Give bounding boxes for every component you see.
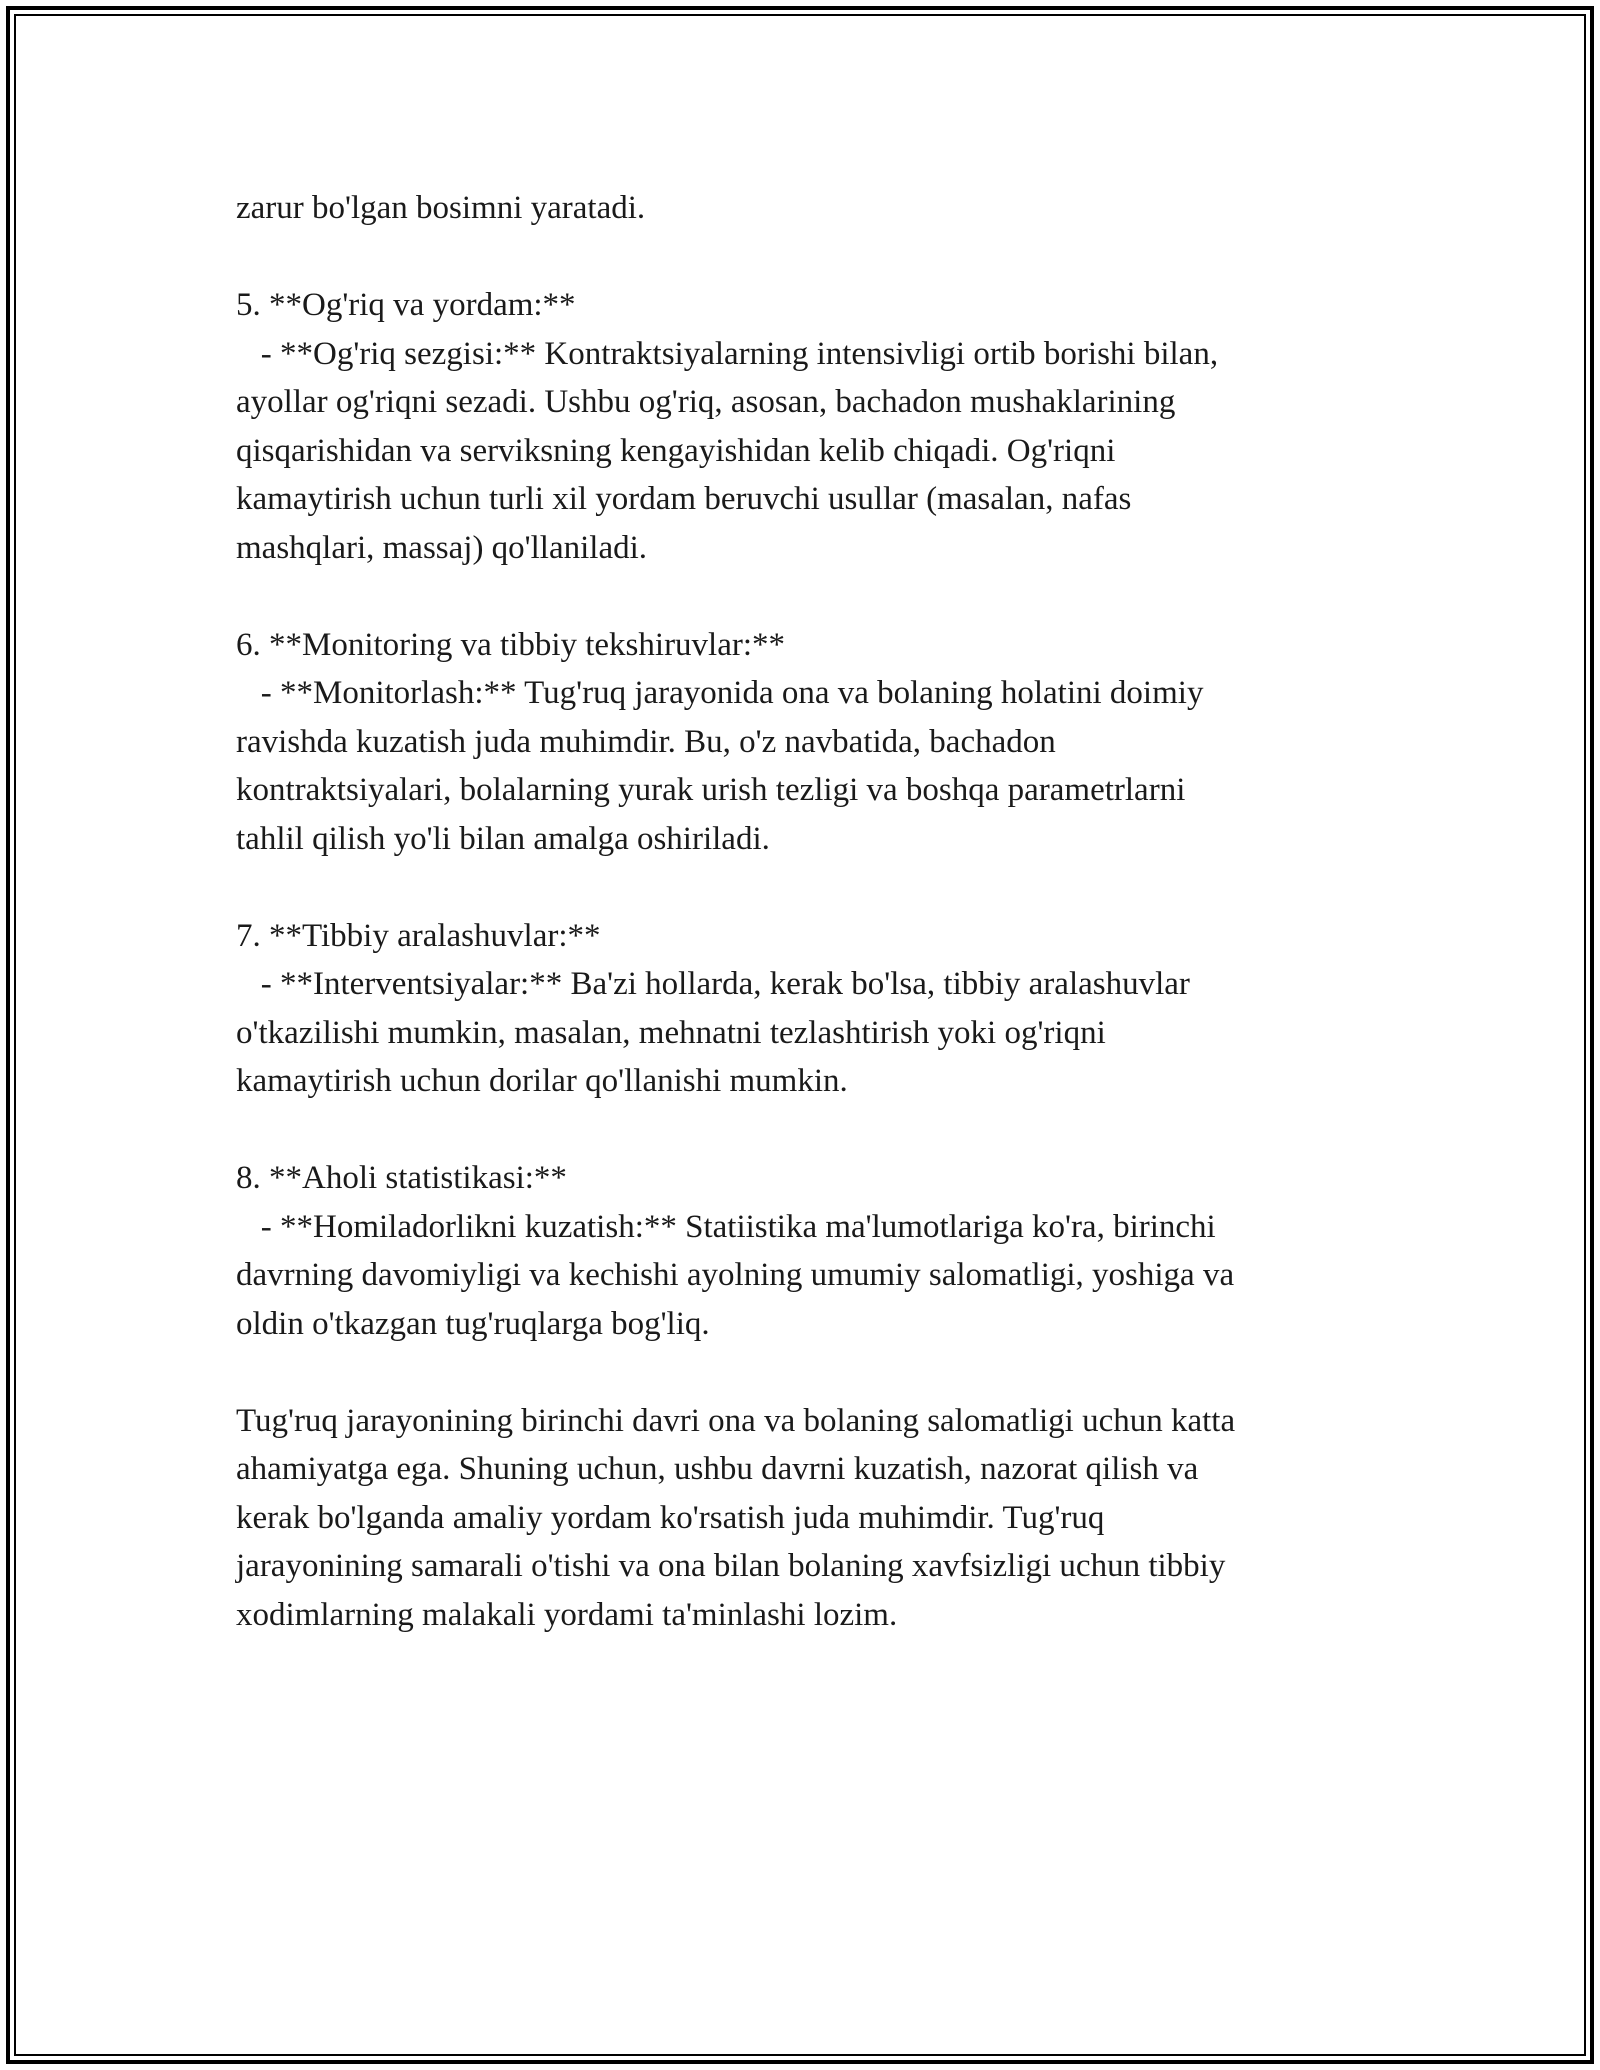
text-line: qisqarishidan va serviksning kengayishidan kelib chiqadi. Og'riqni [236, 432, 1116, 469]
text-line: kamaytirish uchun dorilar qo'llanishi mumkin. [236, 1063, 848, 1099]
text-line: oldin o'tkazgan tug'ruqlarga bog'liq. [236, 1305, 710, 1342]
text-line: davrning davomiyligi va kechishi ayolning umumiy salomatligi, yoshiga va [236, 1257, 1235, 1293]
blank-line [236, 863, 1376, 912]
text-line: - **Og'riq sezgisi:** Kontraktsiyalarning intensivligi ortib borishi bilan, [236, 335, 1219, 372]
text-line: - **Interventsiyalar:** Ba'zi hollarda, kerak bo'lsa, tibbiy aralashuvlar [236, 966, 1190, 1002]
text-line: tahlil qilish yo'li bilan amalga oshiriladi. [236, 820, 770, 857]
document-body [236, 184, 1376, 1639]
section-heading: 7. **Tibbiy aralashuvlar:** [236, 917, 601, 954]
text-line: kamaytirish uchun turli xil yordam beruvchi usullar (masalan, nafas [236, 481, 1132, 517]
text-line: xodimlarning malakali yordami ta'minlashi lozim. [236, 1596, 898, 1633]
text-line: - **Monitorlash:** Tug'ruq jarayonida ona va bolaning holatini doimiy [236, 675, 1204, 711]
section-heading: 8. **Aholi statistikasi:** [236, 1160, 567, 1196]
blank-line [236, 1106, 1376, 1155]
text-line: mashqlari, massaj) qo'llaniladi. [236, 529, 648, 566]
text-line: Tug'ruq jarayonining birinchi davri ona va bolaning salomatligi uchun katta [236, 1402, 1236, 1439]
text-line: kontraktsiyalari, bolalarning yurak urish tezligi va boshqa parametrlarni [236, 772, 1186, 808]
section-heading: 6. **Monitoring va tibbiy tekshiruvlar:** [236, 626, 786, 663]
text-line: ayollar og'riqni sezadi. Ushbu og'riq, asosan, bachadon mushaklarining [236, 384, 1176, 420]
text-line: kerak bo'lganda amaliy yordam ko'rsatish juda muhimdir. Tug'ruq [236, 1499, 1105, 1536]
text-line: ravishda kuzatish juda muhimdir. Bu, o'z navbatida, bachadon [236, 723, 1056, 760]
text-line: zarur bo'lgan bosimni yaratadi. [236, 190, 646, 226]
text-line: jarayonining samarali o'tishi va ona bilan bolaning xavfsizligi uchun tibbiy [236, 1548, 1226, 1584]
blank-line [236, 1348, 1376, 1397]
section-heading: 5. **Og'riq va yordam:** [236, 287, 576, 323]
blank-line [236, 572, 1376, 621]
text-line: o'tkazilishi mumkin, masalan, mehnatni tezlashtirish yoki og'riqni [236, 1014, 1106, 1051]
text-line: - **Homiladorlikni kuzatish:** Statiistika ma'lumotlariga ko'ra, birinchi [236, 1208, 1216, 1245]
text-line: ahamiyatga ega. Shuning uchun, ushbu davrni kuzatish, nazorat qilish va [236, 1451, 1199, 1487]
blank-line [236, 233, 1376, 282]
